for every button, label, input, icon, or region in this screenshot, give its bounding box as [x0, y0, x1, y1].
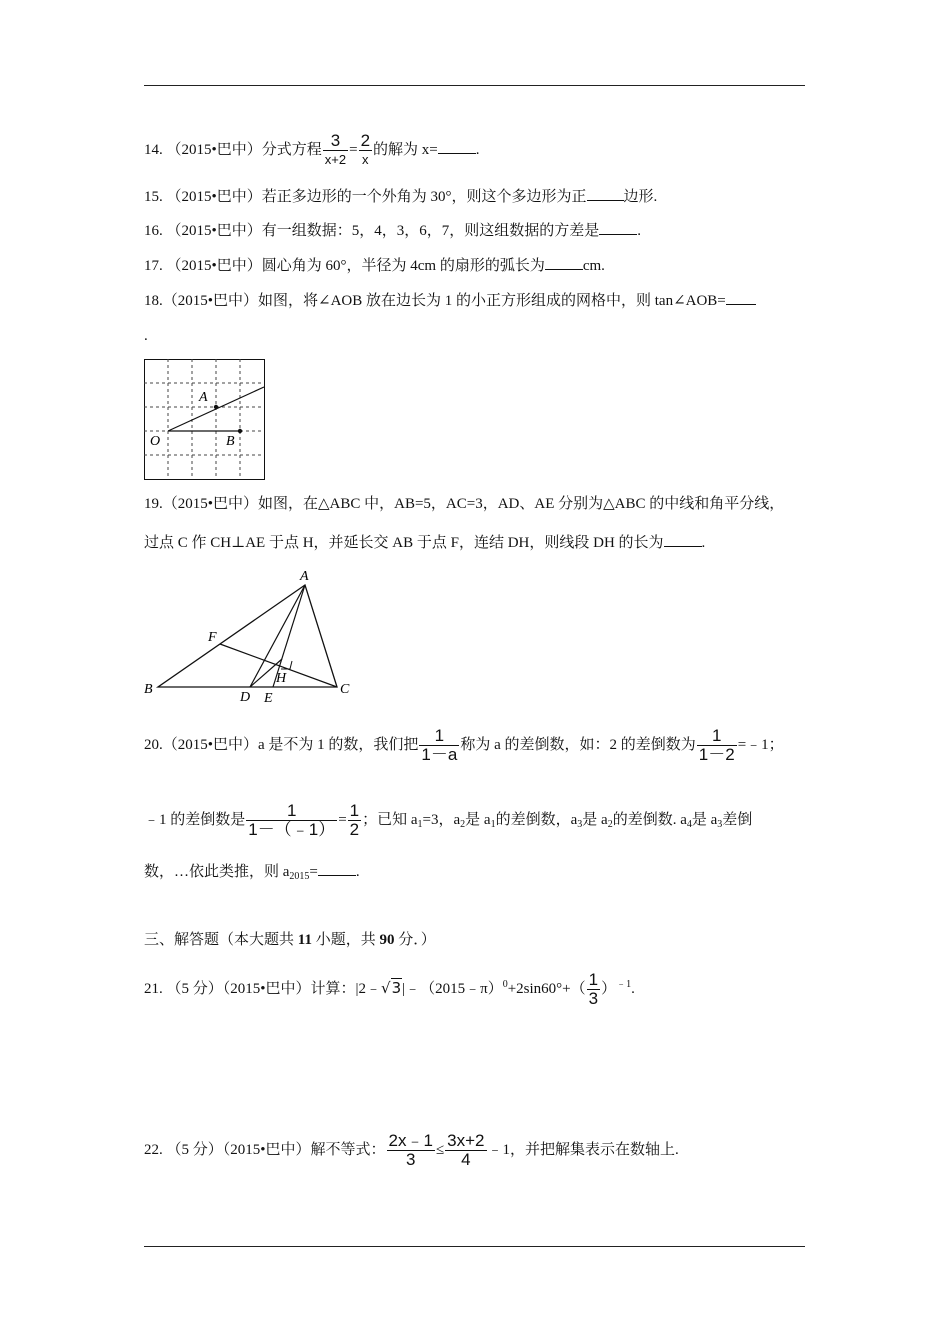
- q20-l2-text: 是 a: [582, 812, 608, 828]
- q20-l2-text: 的差倒数，a: [495, 812, 578, 828]
- q17-answer-blank: [545, 255, 583, 270]
- q22-le: ≤: [435, 1142, 445, 1158]
- q20-l1-prefix: 20.（2015•巴中）a 是不为 1 的数，我们把: [144, 737, 419, 753]
- q20-f2-den: 1－2: [698, 745, 735, 765]
- q19-triangle-figure: [140, 565, 360, 705]
- q19-label-d: D: [240, 690, 251, 705]
- q20-l2-prefix: ﹣1 的差倒数是: [144, 812, 246, 828]
- q18-label-a: A: [199, 390, 208, 405]
- q22-f2-num: 3x+2: [447, 1131, 485, 1151]
- question-20-line-2: [144, 800, 752, 840]
- q14-fraction-2: [359, 132, 372, 169]
- q16-suffix: .: [637, 223, 642, 239]
- q19-answer-blank: [664, 532, 702, 547]
- q18-label-o: O: [150, 434, 161, 449]
- q14-f1-den: x+2: [324, 152, 347, 168]
- q19-triangle-abc: [158, 585, 337, 687]
- q22-fraction-1: [387, 1132, 435, 1169]
- q18-prefix: 18.（2015•巴中）如图，将∠AOB 放在边长为 1 的小正方形组成的网格中，则 tan∠AOB=: [144, 293, 726, 309]
- q20-l2-text: 是 a: [465, 812, 491, 828]
- q20-l2-sub: 4: [686, 819, 692, 830]
- q18-answer-blank: [726, 290, 756, 305]
- q15-prefix: 15. （2015•巴中）若正多边形的一个外角为 30°，则这个多边形为正: [144, 189, 587, 205]
- q14-fraction-1: [323, 132, 348, 169]
- question-20-line-3: [144, 861, 360, 882]
- q20-f1-den: 1－a: [421, 745, 458, 765]
- q22-f1-den: 3: [405, 1150, 416, 1170]
- q19-label-c: C: [340, 682, 350, 697]
- question-16: [144, 220, 641, 241]
- q15-answer-blank: [587, 186, 624, 201]
- q14-suffix: 的解为 x=: [373, 142, 438, 158]
- q22-f1-num: 2x﹣1: [388, 1131, 433, 1151]
- q14-f2-num: 2: [360, 131, 371, 151]
- top-rule: [144, 85, 805, 86]
- q21-sup-neg1: ﹣1: [616, 979, 632, 990]
- q22-prefix: 22. （5 分）（2015•巴中）解不等式：: [144, 1142, 386, 1158]
- q20-fraction-2: [697, 727, 737, 764]
- q14-f1-num: 3: [323, 132, 348, 151]
- q20-l3-end: .: [355, 864, 360, 880]
- q21-f-den: 3: [588, 989, 599, 1009]
- section3-count: 11: [297, 932, 312, 948]
- section-3-heading: [144, 930, 436, 950]
- q19-label-f: F: [208, 630, 217, 645]
- q16-answer-blank: [599, 220, 637, 235]
- section3-score: 90: [379, 932, 395, 948]
- q18-grid-figure: [144, 359, 265, 480]
- q14-prefix: 14. （2015•巴中）分式方程: [144, 142, 322, 158]
- q21-sqrt-arg: 3: [391, 979, 402, 997]
- q14-equals: =: [349, 142, 358, 158]
- q20-l2-sub: 3: [577, 819, 583, 830]
- q20-fraction-1: [419, 727, 459, 764]
- q19-label-b: B: [144, 682, 153, 697]
- q20-f4-den: 2: [349, 820, 360, 840]
- q19-prefix: 过点 C 作 CH⊥AE 于点 H，并延长交 AB 于点 F，连结 DH，则线段 DH 的长为: [144, 535, 664, 551]
- q20-l1-mid: 称为 a 的差倒数，如：2 的差倒数为: [460, 737, 696, 753]
- q20-answer-blank: [318, 861, 356, 876]
- q18-label-b: B: [226, 434, 235, 449]
- q18-grid-border: [145, 360, 265, 480]
- question-18: [144, 290, 756, 311]
- question-14: [144, 131, 480, 169]
- q20-l2-sub: 2: [607, 819, 613, 830]
- q22-f2-den: 4: [461, 1150, 471, 1170]
- q20-l2-sub: 1: [490, 819, 496, 830]
- q19-label-a: A: [300, 569, 309, 584]
- q20-f3-num: 1: [246, 802, 337, 821]
- q22-fraction-2: [445, 1132, 486, 1169]
- question-19-line-2: [144, 532, 705, 553]
- q15-suffix: 边形.: [623, 189, 658, 205]
- q21-sup-0: 0: [502, 979, 508, 990]
- question-22: [144, 1128, 679, 1172]
- q20-l1-end: =﹣1；: [737, 737, 784, 753]
- q20-f1-num: 1: [419, 727, 459, 746]
- q19-label-h: H: [276, 671, 287, 686]
- question-15: [144, 186, 657, 207]
- q18-dot: .: [144, 328, 148, 344]
- section3-text: 三、解答题（本大题共: [144, 932, 298, 948]
- q18-grid-lines: [144, 359, 264, 479]
- q20-l2-sub: 2: [460, 819, 466, 830]
- question-21: [144, 968, 635, 1008]
- q20-l2-eq: =: [338, 812, 347, 828]
- q20-f4-num: 1: [349, 801, 360, 821]
- q20-l2-sub: 3: [717, 819, 723, 830]
- q14-answer-blank: [438, 139, 476, 154]
- q21-f-num: 1: [588, 970, 599, 990]
- q21-mid: |﹣（2015﹣π）: [402, 981, 503, 997]
- q21-mid2: +2sin60°+（: [507, 981, 586, 997]
- q18-point-a: [214, 405, 218, 409]
- q20-f3-den: 1－（﹣1）: [248, 820, 336, 840]
- q19-label-e: E: [264, 691, 273, 705]
- q20-l2-sub: 1: [417, 819, 423, 830]
- q21-close: ）: [601, 981, 617, 997]
- q22-suffix: ﹣1，并把解集表示在数轴上.: [487, 1142, 679, 1158]
- q21-fraction: [587, 971, 600, 1008]
- q21-end: .: [631, 981, 635, 997]
- q21-prefix: 21. （5 分）（2015•巴中）计算：|2﹣: [144, 981, 382, 997]
- q20-l3-prefix: 数，…依此类推，则 a: [144, 864, 290, 880]
- q20-l3-sub: 2015: [289, 871, 310, 882]
- q14-end: .: [475, 142, 480, 158]
- q20-l3-eq: =: [309, 864, 318, 880]
- question-20-line-1: [144, 725, 784, 765]
- q20-fraction-3: [246, 802, 337, 839]
- section3-text: 分．）: [394, 932, 436, 948]
- q20-l2-text: 是 a: [691, 812, 718, 828]
- question-17: [144, 255, 605, 276]
- q18-point-b: [238, 429, 242, 433]
- q17-suffix: cm.: [582, 258, 605, 274]
- q20-l2-text: 差倒: [722, 812, 753, 828]
- q20-fraction-4: [348, 802, 361, 839]
- bottom-rule: [144, 1246, 805, 1247]
- q16-prefix: 16. （2015•巴中）有一组数据：5，4，3，6，7，则这组数据的方差是: [144, 223, 600, 239]
- q20-l2-text: ；已知 a: [362, 812, 418, 828]
- q17-prefix: 17. （2015•巴中）圆心角为 60°，半径为 4cm 的扇形的弧长为: [144, 258, 545, 274]
- q20-l2-text: 的差倒数. a: [612, 812, 687, 828]
- section3-text: 小题，共: [311, 932, 380, 948]
- q19-suffix: .: [701, 535, 706, 551]
- q20-f2-num: 1: [697, 727, 737, 746]
- q19-right-angle-mark: [281, 661, 292, 669]
- q20-l2-text: =3，a: [422, 812, 461, 828]
- q14-f2-den: x: [362, 152, 369, 168]
- q21-sqrt: √3: [381, 979, 402, 997]
- question-19-line-1: 19.（2015•巴中）如图，在△ABC 中，AB=5，AC=3，AD、AE 分别为△ABC 的中线和角平分线，: [144, 496, 785, 512]
